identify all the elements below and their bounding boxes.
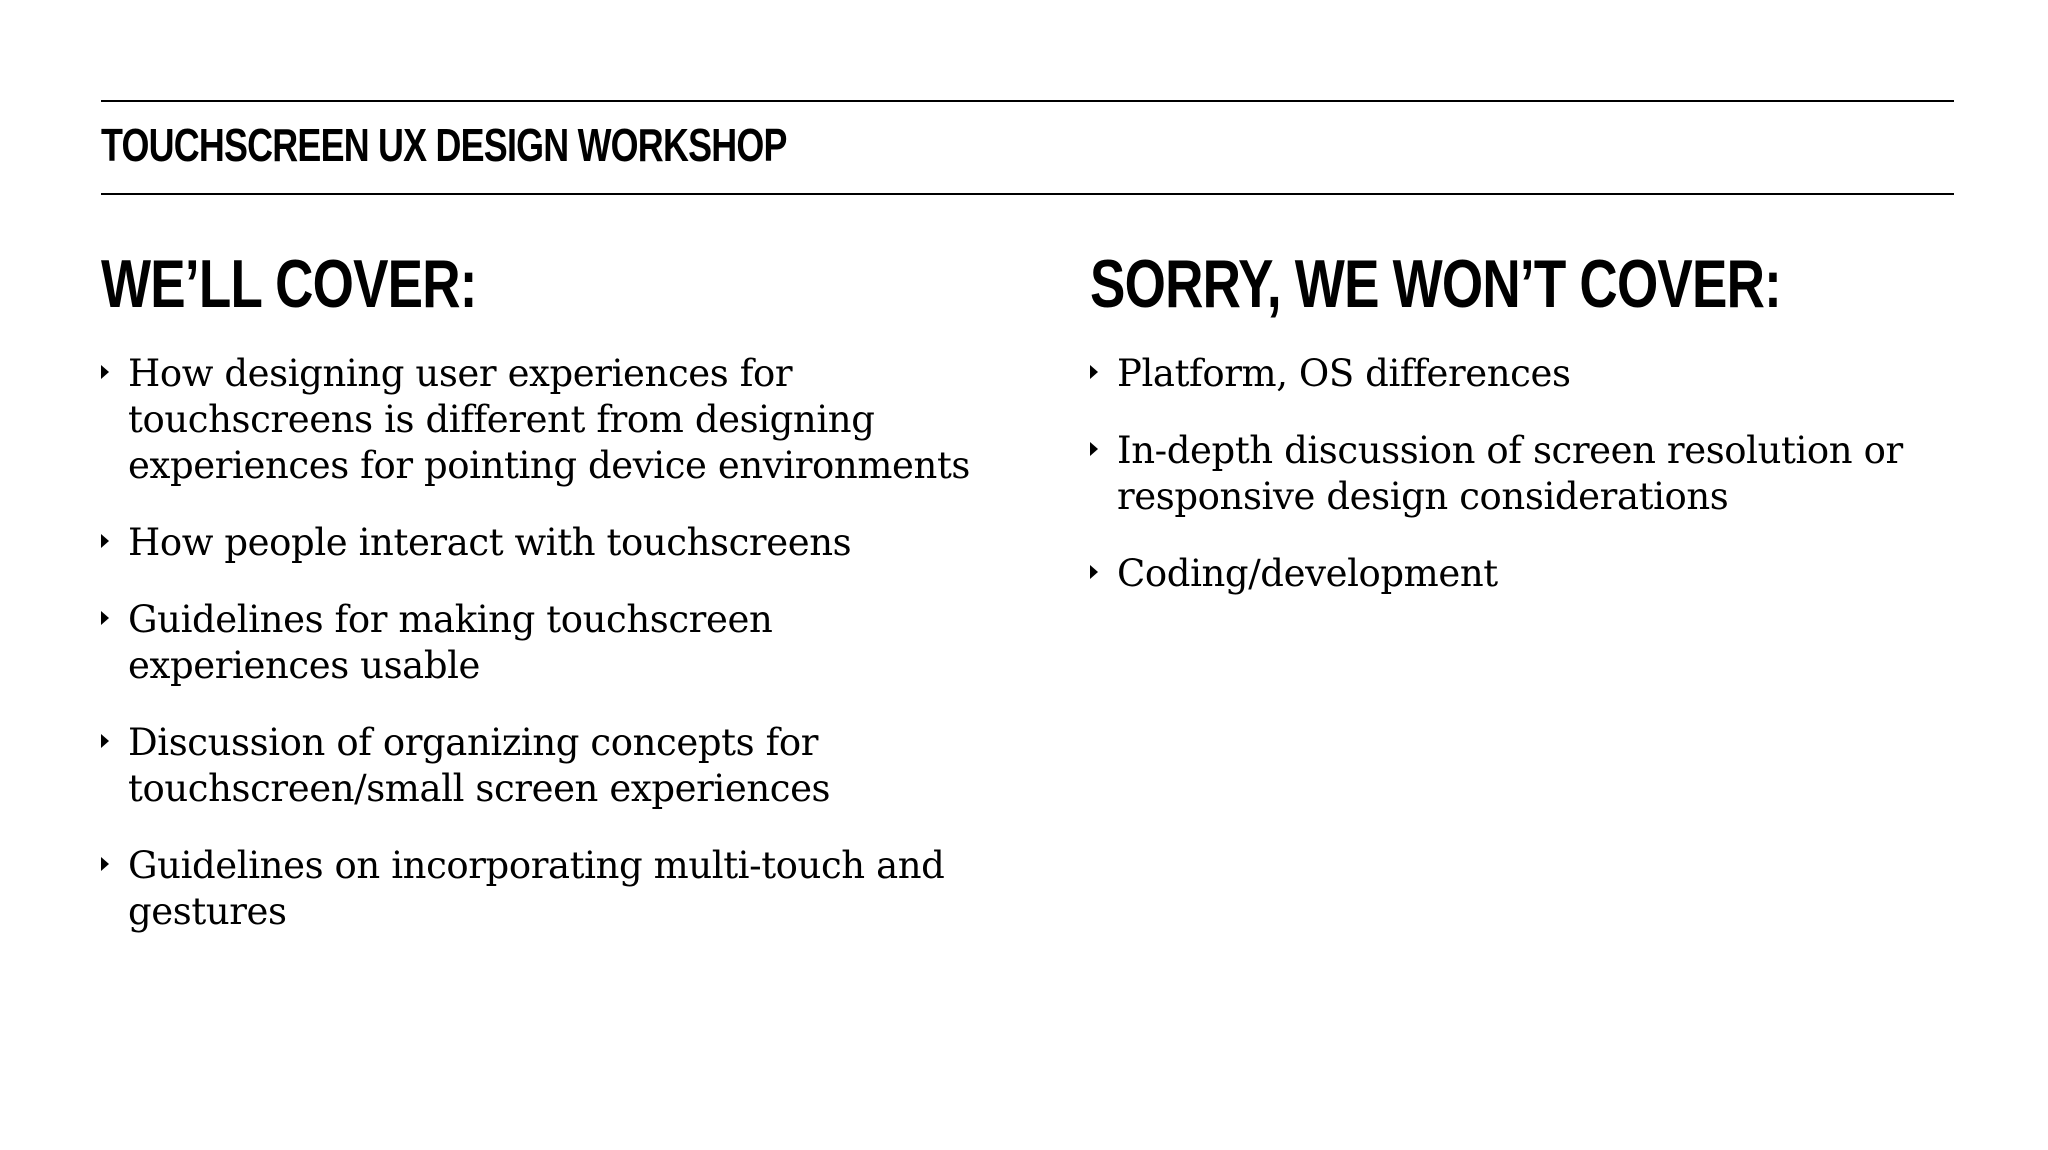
triangle-bullet-icon [101,857,109,871]
list-item [101,843,1001,935]
workshop-title: TOUCHSCREEN UX DESIGN WORKSHOP [101,119,787,171]
triangle-bullet-icon [101,734,109,748]
list-item-text: How people interact with touchscreens [128,521,852,564]
will-cover-column [101,245,1001,966]
list-item [101,351,1001,489]
triangle-bullet-icon [101,611,109,625]
wont-cover-heading: SORRY, WE WON’T COVER: [1090,246,1782,322]
will-cover-heading: WE’LL COVER: [101,246,477,322]
wont-cover-list [1090,351,1970,597]
list-item-text: How designing user experiences for touchscreens is different from designing experiences for pointing device environments [128,352,970,487]
triangle-bullet-icon [101,534,109,548]
list-item [101,520,1001,566]
list-item [101,597,1001,689]
list-item-text: Platform, OS differences [1117,352,1571,395]
header-bottom-rule [101,193,1954,195]
list-item-text: In-depth discussion of screen resolution or responsive design considerations [1117,429,1903,518]
triangle-bullet-icon [1090,442,1098,456]
wont-cover-column [1090,245,1970,628]
triangle-bullet-icon [1090,565,1098,579]
will-cover-list [101,351,1001,935]
list-item [1090,428,1970,520]
list-item [101,720,1001,812]
list-item-text: Discussion of organizing concepts for touchscreen/small screen experiences [128,721,831,810]
list-item [1090,551,1970,597]
triangle-bullet-icon [101,365,109,379]
list-item-text: Guidelines for making touchscreen experiences usable [128,598,773,687]
list-item-text: Guidelines on incorporating multi-touch and gestures [128,844,945,933]
header-top-rule [101,100,1954,102]
list-item-text: Coding/development [1117,552,1498,595]
list-item [1090,351,1970,397]
triangle-bullet-icon [1090,365,1098,379]
